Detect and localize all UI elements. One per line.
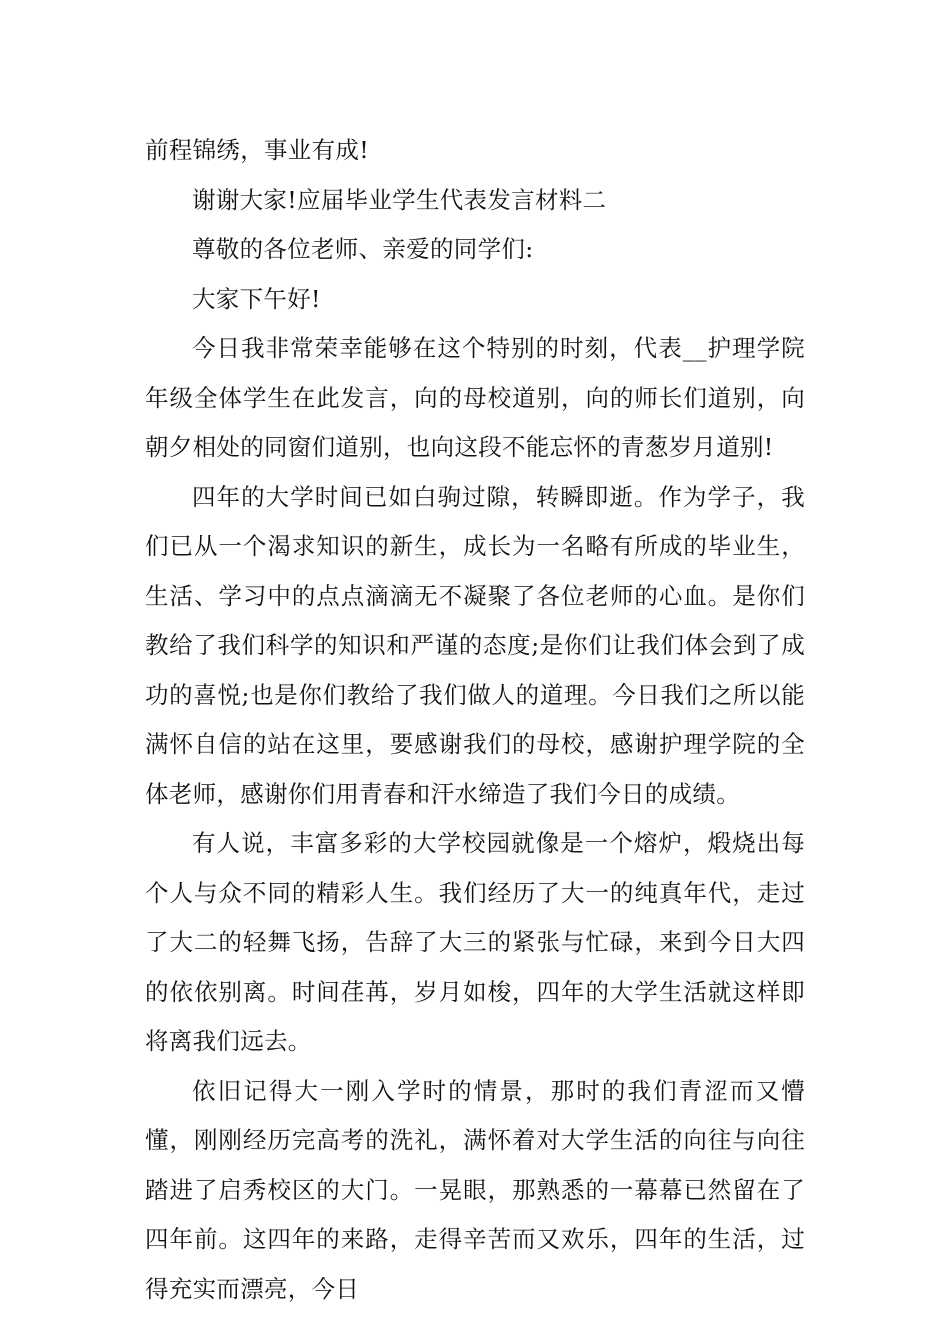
paragraph-farewell: 今日我非常荣幸能够在这个特别的时刻，代表__护理学院年级全体学生在此发言，向的母校道别，向的师长们道别，向朝夕相处的同窗们道别，也向这段不能忘怀的青葱岁月道别! — [145, 334, 805, 461]
paragraph-closing-wish: 前程锦绣，事业有成! — [145, 136, 369, 164]
document-body — [145, 126, 805, 1314]
paragraph-college-life: 有人说，丰富多彩的大学校园就像是一个熔炉，煅烧出每个人与众不同的精彩人生。我们经历了大一的纯真年代，走过了大二的轻舞飞扬，告辞了大三的紧张与忙碌，来到今日大四的依依别离。时间荏苒，岁月如梭，四年的大学生活就这样即将离我们远去。 — [145, 829, 805, 1055]
paragraph-gratitude: 四年的大学时间已如白驹过隙，转瞬即逝。作为学子，我们已从一个渴求知识的新生，成长为一名略有所成的毕业生，生活、学习中的点点滴滴无不凝聚了各位老师的心血。是你们教给了我们科学的知识和严谨的态度;是你们让我们体会到了成功的喜悦;也是你们教给了我们做人的道理。今日我们之所以能满怀自信的站在这里，要感谢我们的母校，感谢护理学院的全体老师，感谢你们用青春和汗水缔造了我们今日的成绩。 — [145, 482, 805, 808]
paragraph-greeting: 大家下午好! — [192, 284, 321, 313]
paragraph-thanks-and-title: 谢谢大家!应届毕业学生代表发言材料二 — [192, 185, 607, 214]
paragraph-memories: 依旧记得大一刚入学时的情景，那时的我们青涩而又懵懂，刚刚经历完高考的洗礼，满怀着对大学生活的向往与向往踏进了启秀校区的大门。一晃眼，那熟悉的一幕幕已然留在了四年前。这四年的来路，走得辛苦而又欢乐，四年的生活，过得充实而漂亮，今日 — [145, 1076, 805, 1303]
paragraph-salutation: 尊敬的各位老师、亲爱的同学们: — [192, 235, 534, 263]
